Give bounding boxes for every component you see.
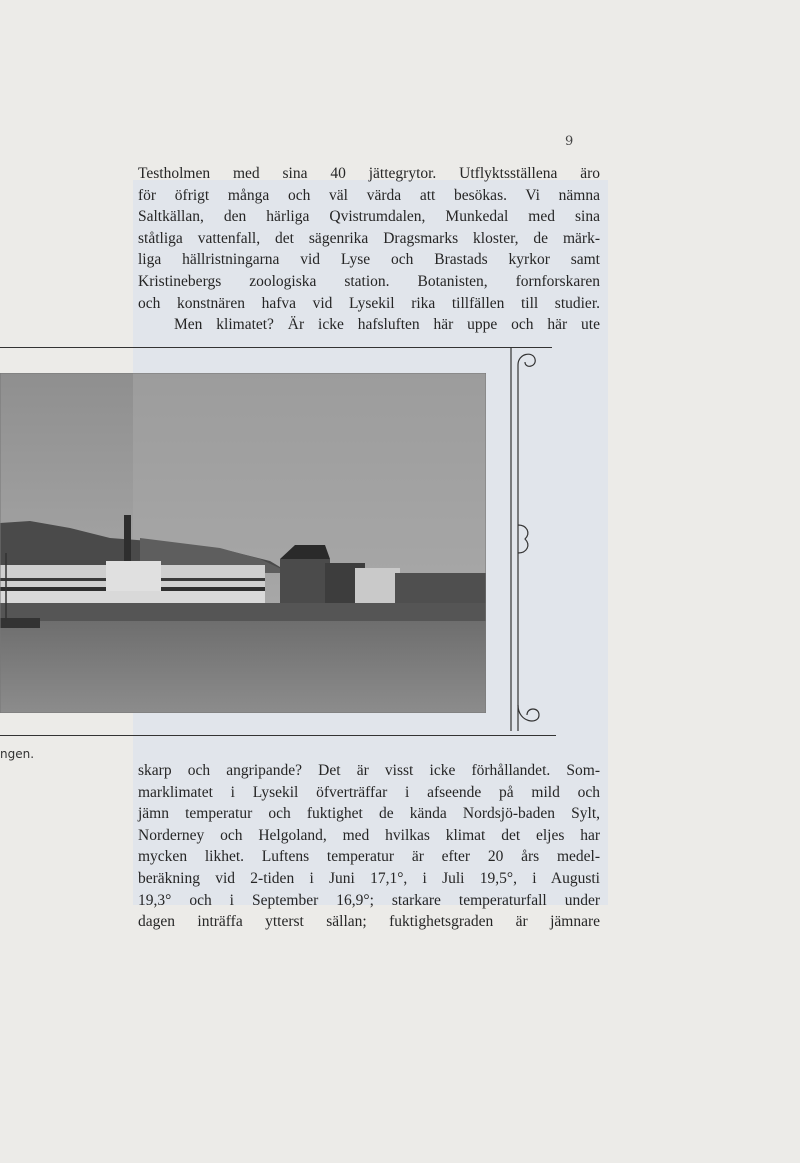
text-line: Kristinebergs zoologiska station. Botanisten, fornforskaren xyxy=(138,272,600,290)
text-line: Men klimatet? Är icke hafsluften här uppe och här ute xyxy=(174,316,600,334)
text-line: liga hällristningarna vid Lyse och Brastads kyrkor samt xyxy=(138,251,600,269)
text-line: Testholmen med sina 40 jättegrytor. Utflyktsställena äro xyxy=(138,165,600,182)
top-rule xyxy=(0,347,552,348)
text-line: jämn temperatur och fuktighet de kända Nordsjö-baden Sylt, xyxy=(138,805,600,823)
scroll-middle-icon xyxy=(518,525,528,553)
bottom-rule xyxy=(0,735,556,736)
text-line: mycken likhet. Luftens temperatur är efter 20 års medel- xyxy=(138,848,600,866)
text-line: skarp och angripande? Det är visst icke förhållandet. Som- xyxy=(138,762,600,779)
text-line: Saltkällan, den härliga Qvistrumdalen, Munkedal med sina xyxy=(138,208,600,226)
harbor-photo-icon xyxy=(0,373,486,713)
text-line: 19,3° och i September 16,9°; starkare temperaturfall under xyxy=(138,891,600,909)
text-block-bottom xyxy=(138,760,600,933)
text-line: marklimatet i Lysekil öfverträffar i afseende på mild och xyxy=(138,783,600,801)
scroll-top-icon xyxy=(518,354,535,366)
scroll-bottom-icon xyxy=(518,705,539,721)
text-line: och konstnären hafva vid Lysekil rika tillfällen till studier. xyxy=(138,294,600,312)
text-line: beräkning vid 2-tiden i Juni 17,1°, i Juli 19,5°, i Augusti xyxy=(138,869,600,887)
ornamental-frame xyxy=(505,345,555,740)
text-line: Norderney och Helgoland, med hvilkas klimat det eljes har xyxy=(138,826,600,844)
text-block-top xyxy=(138,163,600,336)
page-number: 9 xyxy=(565,134,574,149)
caption-fragment: ngen. xyxy=(0,747,35,761)
text-line: för öfrigt många och väl värda att besökas. Vi nämna xyxy=(138,186,600,204)
text-line: ståtliga vattenfall, det sägenrika Dragsmarks kloster, de märk- xyxy=(138,229,600,247)
text-line: dagen inträffa ytterst sällan; fuktighetsgraden är jämnare xyxy=(138,913,600,931)
